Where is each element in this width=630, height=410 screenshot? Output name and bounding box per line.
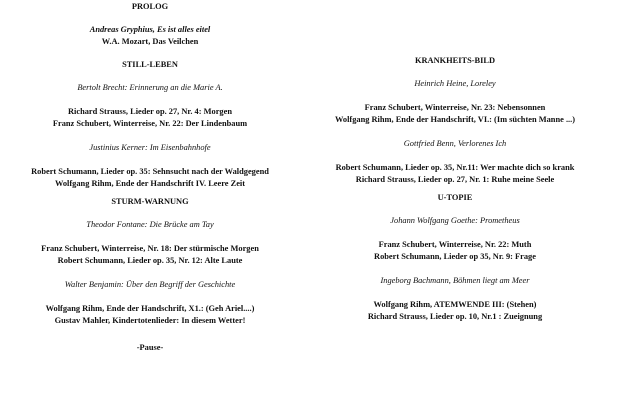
- song-title: Robert Schumann, Lieder op. 35, Nr.11: Wer machte dich so krank: [335, 163, 575, 172]
- poem-title: Justinius Kerner: Im Eisenbahnhofe: [89, 143, 211, 152]
- song-title: Robert Schumann, Lieder op. 35: Sehnsucht nach der Waldgegend: [31, 167, 269, 176]
- poem-title: Bertolt Brecht: Erinnerung an die Marie A.: [77, 83, 223, 92]
- song-title: Franz Schubert, Winterreise, Nr. 23: Nebensonnen: [364, 103, 546, 112]
- song-title: Richard Strauss, Lieder op. 27, Nr. 4: Morgen: [67, 107, 232, 116]
- pause-label: -Pause-: [136, 343, 164, 352]
- song-title: Franz Schubert, Winterreise, Nr. 22: Der Lindenbaum: [52, 119, 248, 128]
- poem-title: Gottfried Benn, Verlorenes Ich: [403, 139, 507, 148]
- right-column: [305, 0, 605, 323]
- song-title: Wolfgang Rihm, Ende der Handschrift IV. Leere Zeit: [54, 179, 246, 188]
- section-heading-still-leben: STILL-LEBEN: [122, 60, 178, 69]
- poem-title: Ingeborg Bachmann, Böhmen liegt am Meer: [380, 276, 530, 285]
- song-title: W.A. Mozart, Das Veilchen: [101, 37, 199, 46]
- song-title: Wolfgang Rihm, Ende der Handschrift, X1.: (Geh Ariel....): [45, 304, 255, 313]
- song-title: Franz Schubert, Winterreise, Nr. 22: Muth: [378, 240, 532, 249]
- left-column: [0, 0, 300, 327]
- song-title: Wolfgang Rihm, ATEMWENDE III: (Stehen): [373, 300, 537, 309]
- section-heading-krankheits-bild: KRANKHEITS-BILD: [414, 56, 496, 65]
- song-title: Robert Schumann, Lieder op. 35, Nr. 12: Alte Laute: [57, 256, 243, 265]
- poem-title: Heinrich Heine, Loreley: [414, 79, 496, 88]
- song-title: Richard Strauss, Lieder op. 10, Nr.1 : Zueignung: [367, 312, 543, 321]
- song-title: Richard Strauss, Lieder op. 27, Nr. 1: Ruhe meine Seele: [355, 175, 555, 184]
- section-heading-u-topie: U-TOPIE: [437, 193, 473, 202]
- poem-title: Theodor Fontane: Die Brücke am Tay: [86, 220, 214, 229]
- poem-title: Johann Wolfgang Goethe: Prometheus: [390, 216, 520, 225]
- song-title: Wolfgang Rihm, Ende der Handschrift, VI.: (Im süchten Manne ...): [334, 115, 576, 124]
- poem-title: Walter Benjamin: Über den Begriff der Geschichte: [64, 280, 236, 289]
- song-title: Robert Schumann, Lieder op 35, Nr. 9: Frage: [374, 252, 536, 261]
- section-heading-sturm-warnung: STURM-WARNUNG: [111, 197, 189, 206]
- song-title: Gustav Mahler, Kindertotenlieder: In diesem Wetter!: [54, 316, 246, 325]
- poem-title: Andreas Gryphius, Es ist alles eitel: [89, 25, 211, 34]
- song-title: Franz Schubert, Winterreise, Nr. 18: Der stürmische Morgen: [41, 244, 259, 253]
- section-heading-prolog: PROLOG: [131, 2, 169, 11]
